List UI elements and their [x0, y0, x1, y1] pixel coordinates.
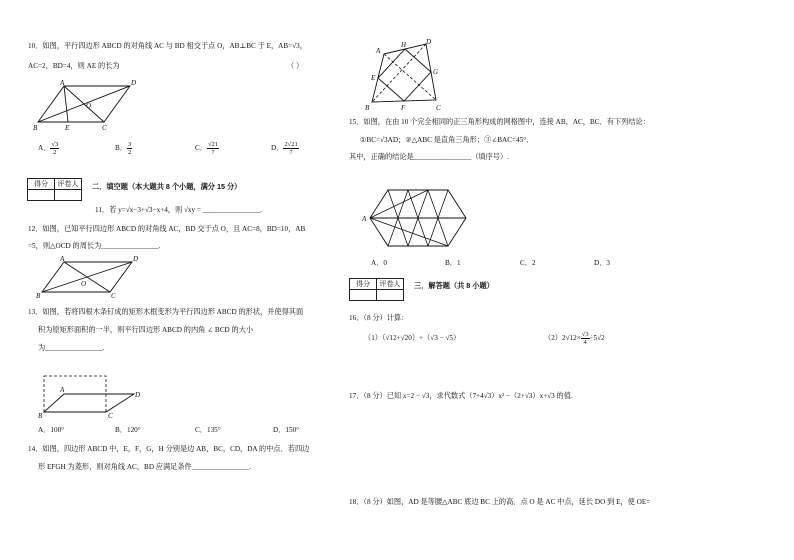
q16-part2-num: √3: [581, 331, 589, 338]
question-18: 18．（8 分）如图，AD 是等腰△ABC 底边 BC 上的高．点 O 是 AC 中点，延长 DO 到 E，使 OE=: [349, 498, 651, 506]
q13-label-a: A: [60, 386, 65, 394]
q14-label-f: F: [401, 104, 406, 112]
q12-line1: 12．如图，已知平行四边形 ABCD 的对角线 AC，BD 交于点 O，且 AC=8，BD=10，AB: [28, 225, 306, 233]
q10-option-c[interactable]: [195, 141, 219, 156]
q16-part2-den: 4: [583, 339, 587, 346]
q10-option-b[interactable]: [115, 141, 132, 156]
q13-option-b[interactable]: B．120°: [115, 426, 141, 434]
q10-option-d[interactable]: [271, 141, 299, 156]
q13-label-d: D: [135, 391, 141, 399]
q10-label-o: O: [86, 102, 92, 110]
section3-title: 三．解答题（共 8 小题）: [414, 281, 494, 290]
score-cell-empty: [350, 290, 377, 301]
q10-figure: [34, 78, 144, 134]
q13-line2: 积为原矩形面积的一半，则平行四边形 ABCD 的内角 ∠ BCD 的大小: [38, 326, 254, 334]
q10-option-c-label: C．: [195, 144, 207, 153]
q10-option-d-num: 2√21: [284, 141, 298, 148]
grader-cell-empty: [377, 290, 404, 301]
q15-option-d[interactable]: D．3: [594, 259, 610, 267]
q10-option-b-num: 3: [127, 141, 132, 148]
q14-line1: 14．如图，四边形 ABCD 中，E，F，G，H 分别是边 AB，BC，CD，DA 的中点．若四边: [28, 445, 310, 453]
q10-label-a: A: [60, 79, 65, 87]
q12-label-b: B: [36, 292, 41, 300]
q13-option-c[interactable]: C．135°: [195, 426, 221, 434]
q13-figure: [38, 372, 142, 420]
score-box-section2: [27, 178, 82, 201]
q10-option-d-den: 7: [289, 149, 293, 156]
grader-cell-empty: [55, 190, 82, 201]
q15-option-b[interactable]: B．1: [445, 259, 461, 267]
q14-label-c: C: [436, 104, 441, 112]
q16-part1: （1）（√12+√20）+（√3 − √5）: [364, 334, 461, 342]
q10-label-d: D: [131, 79, 137, 87]
score-cell: 得分: [28, 179, 55, 190]
q16-part2: [544, 331, 605, 346]
q14-line2: 形 EFGH 为菱形，则对角线 AC，BD 应满足条件________________.: [38, 463, 252, 471]
q14-label-a: A: [376, 47, 381, 55]
q13-option-a[interactable]: A．100°: [38, 426, 65, 434]
q10-option-a-den: 2: [53, 149, 57, 156]
q12-label-o: O: [81, 280, 87, 288]
q13-option-d[interactable]: D．150°: [273, 426, 300, 434]
q10-option-c-den: 7: [211, 149, 215, 156]
q12-label-a: A: [60, 255, 65, 263]
question-11: 11．若 y=√x−3+√3−x+4，则 √xy = ________________.: [95, 206, 263, 214]
q12-label-c: C: [111, 292, 116, 300]
q10-option-b-label: B．: [115, 144, 127, 153]
score-cell: 得分: [350, 279, 377, 290]
q16-line1: 16．（8 分）计算：: [349, 314, 409, 322]
q14-label-b: B: [365, 104, 370, 112]
score-cell-empty: [28, 190, 55, 201]
q15-option-c[interactable]: C．2: [520, 259, 536, 267]
q15-line2: ①BC=√3AD；②△ABC 是直角三角形；③∠BAC=45°．: [360, 136, 534, 144]
q13-line1: 13．如图，若将四根木条钉成的矩形木框变形为平行四边形 ABCD 的形状，并使得其面: [28, 308, 304, 316]
q14-label-d: D: [426, 38, 432, 46]
q13-line3: 为________________.: [38, 344, 105, 352]
q10-option-a[interactable]: [38, 141, 59, 157]
q13-label-c: C: [108, 412, 113, 420]
q10-option-b-den: 2: [127, 149, 132, 156]
q16-part2-prefix: （2）2√12×: [544, 334, 581, 343]
q10-option-d-label: D．: [271, 144, 284, 153]
q15-label-a: A: [362, 215, 367, 223]
q10-label-b: B: [33, 124, 38, 132]
q15-figure: [364, 186, 472, 252]
q10-option-a-num: √3: [51, 141, 59, 148]
q10-line1: 10．如图，平行四边形 ABCD 的对角线 AC 与 BD 相交于点 O，AB⊥BC 于 E，AB=√3，: [28, 42, 307, 50]
q15-option-a[interactable]: A．0: [371, 259, 387, 267]
q15-line1: 15．如图，在由 10 个完全相同的正三角形构成的网格图中，连接 AB，AC，BC．有下列结论：: [349, 118, 650, 126]
q15-line3: 其中，正确的结论是________________（填序号）.: [349, 153, 509, 161]
q16-part2-suffix: ÷5√2: [589, 334, 605, 343]
q10-option-c-num: √21: [207, 141, 219, 148]
q14-label-h: H: [401, 41, 407, 49]
q14-label-e: E: [371, 74, 376, 82]
section2-title: 二．填空题（本大题共 8 个小题，满分 15 分）: [92, 182, 242, 191]
q10-line2: AC=2，BD=4，则 AE 的长为: [28, 62, 120, 70]
q14-label-g: G: [433, 68, 439, 76]
q10-option-a-label: A．: [38, 144, 51, 153]
q10-paren: （ ）: [287, 62, 304, 70]
grader-cell: 评卷人: [55, 179, 82, 190]
q12-figure: [38, 256, 138, 300]
q10-label-c: C: [102, 124, 107, 132]
q12-label-d: D: [133, 255, 139, 263]
score-box-section3: [349, 278, 404, 301]
question-17: 17．（8 分）已知 x=2 − √3，求代数式（7+4√3）x² −（2+√3）x+√3 的值.: [349, 392, 573, 400]
q12-line2: =5，则△OCD 的周长为________________.: [28, 242, 161, 250]
q13-label-b: B: [38, 412, 43, 420]
q14-figure: [364, 38, 450, 114]
grader-cell: 评卷人: [377, 279, 404, 290]
q10-label-e: E: [65, 124, 70, 132]
